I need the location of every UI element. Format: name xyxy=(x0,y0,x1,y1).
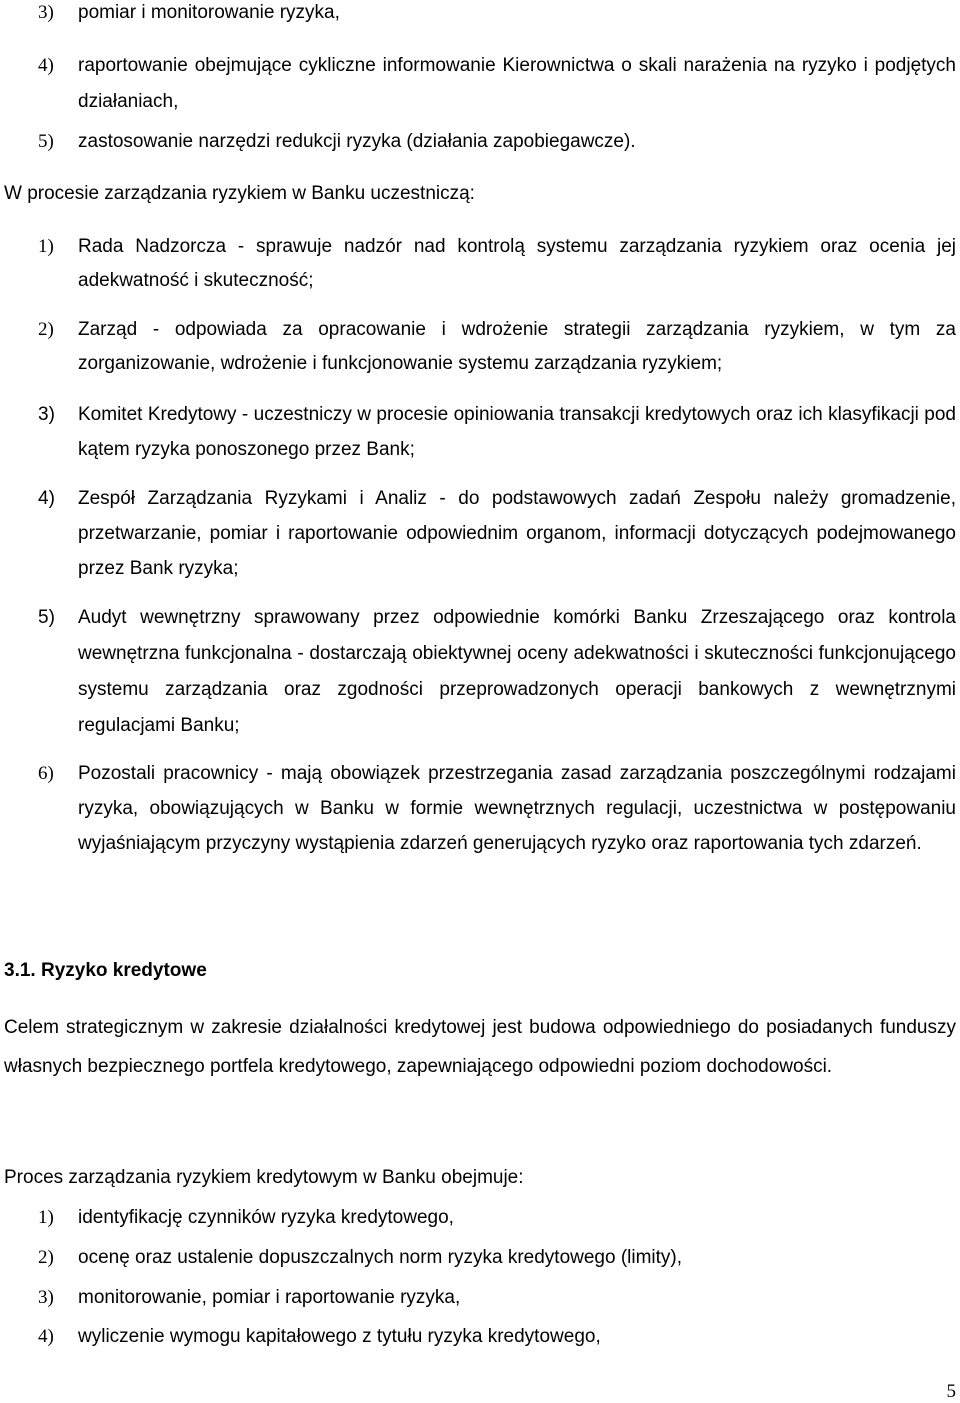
list-number: 5) xyxy=(38,607,55,628)
list-item-text: raportowanie obejmujące cykliczne informowanie Kierownictwa o skali narażenia na ryzyko i podjętych działaniach, xyxy=(78,55,956,112)
list-number: 2) xyxy=(38,319,54,340)
list-item-text: pomiar i monitorowanie ryzyka, xyxy=(78,2,340,23)
list-item-text: Rada Nadzorcza - sprawuje nadzór nad kontrolą systemu zarządzania ryzykiem oraz ocenia jej adekwatność i skuteczność; xyxy=(78,236,956,291)
list-number: 1) xyxy=(38,236,54,257)
list-item xyxy=(0,397,956,467)
list-item xyxy=(0,481,956,586)
section-paragraph: Celem strategicznym w zakresie działalności kredytowej jest budowa odpowiedniego do posiadanych funduszy własnych bezpiecznego portfela kredytowego, zapewniającego odpowiedni poziom dochodowości. xyxy=(4,1017,956,1077)
list-item xyxy=(0,1247,956,1269)
list-item-text: Komitet Kredytowy - uczestniczy w procesie opiniowania transakcji kredytowych oraz ich klasyfikacji pod kątem ryzyka ponoszonego przez Bank; xyxy=(78,404,956,460)
list-item xyxy=(0,131,956,153)
list-item xyxy=(0,230,956,298)
list-item-text: Pozostali pracownicy - mają obowiązek przestrzegania zasad zarządzania poszczególnymi rodzajami ryzyka, obowiązujących w Banku w formie wewnętrznych regulacji, uczestnictwa w postępowaniu wyjaśniającym przyczyny wystąpienia zdarzeń generujących ryzyko oraz raportowania tych zdarzeń. xyxy=(78,763,956,854)
list-item xyxy=(0,313,956,381)
list-item xyxy=(0,1326,956,1348)
list-number: 3) xyxy=(38,404,55,425)
list-item xyxy=(0,48,956,120)
list-item-text: Audyt wewnętrzny sprawowany przez odpowiednie komórki Banku Zrzeszającego oraz kontrola wewnętrzna funkcjonalna - dostarczają obiektywnej oceny adekwatności i skuteczności funkcjonującego systemu zarządzania oraz zgodności przeprowadzonych operacji bankowych z wewnętrznymi regulacjami Banku; xyxy=(78,607,956,736)
list-item-text: ocenę oraz ustalenie dopuszczalnych norm ryzyka kredytowego (limity), xyxy=(78,1247,683,1268)
list-item-text: zastosowanie narzędzi redukcji ryzyka (działania zapobiegawcze). xyxy=(78,131,636,152)
list-number: 3) xyxy=(38,2,54,23)
page-number: 5 xyxy=(946,1381,956,1402)
list-number: 3) xyxy=(38,1287,54,1308)
list-item-text: monitorowanie, pomiar i raportowanie ryzyka, xyxy=(78,1287,461,1308)
list-item xyxy=(0,3,956,23)
list-item xyxy=(0,756,956,861)
list-number: 2) xyxy=(38,1247,54,1268)
participants-intro: W procesie zarządzania ryzykiem w Banku uczestniczą: xyxy=(4,183,475,204)
list-item-text: identyfikację czynników ryzyka kredytowego, xyxy=(78,1207,454,1228)
list-number: 5) xyxy=(38,131,54,152)
list-number: 4) xyxy=(38,488,55,509)
process-intro: Proces zarządzania ryzykiem kredytowym w Banku obejmuje: xyxy=(4,1167,524,1188)
list-item-text: wyliczenie wymogu kapitałowego z tytułu ryzyka kredytowego, xyxy=(78,1326,601,1347)
list-item xyxy=(0,1207,956,1229)
list-number: 1) xyxy=(38,1207,54,1228)
list-number: 4) xyxy=(38,1326,54,1347)
list-number: 6) xyxy=(38,763,54,784)
section-heading: 3.1. Ryzyko kredytowe xyxy=(4,960,207,981)
list-item xyxy=(0,1287,956,1309)
list-item-text: Zarząd - odpowiada za opracowanie i wdrożenie strategii zarządzania ryzykiem, w tym za zorganizowanie, wdrożenie i funkcjonowanie systemu zarządzania ryzykiem; xyxy=(78,319,956,374)
list-item-text: Zespół Zarządzania Ryzykami i Analiz - do podstawowych zadań Zespołu należy gromadzenie, przetwarzanie, pomiar i raportowanie odpowiednim organom, informacji dotyczących podejmowanego przez Bank ryzyka; xyxy=(78,488,956,579)
list-item xyxy=(0,600,956,744)
list-number: 4) xyxy=(38,55,54,76)
